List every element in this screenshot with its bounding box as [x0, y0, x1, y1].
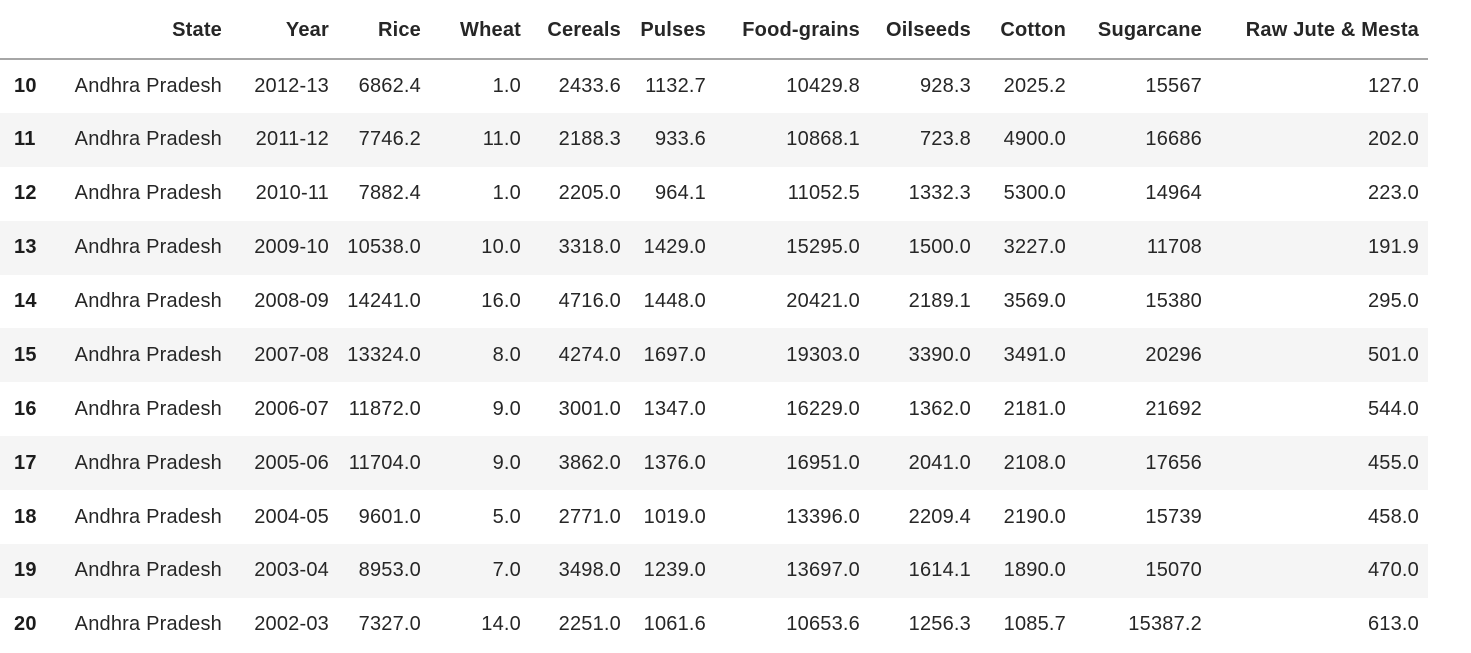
cell: 10653.6 [786, 613, 860, 636]
cell: 13697.0 [786, 559, 860, 582]
cell: 2108.0 [1003, 451, 1066, 474]
cell: 5300.0 [1003, 182, 1066, 205]
cell: 9.0 [492, 451, 521, 474]
row-index: 10 [14, 74, 37, 97]
row-index: 12 [14, 182, 37, 205]
cell: 8953.0 [358, 559, 421, 582]
cell: 2010-11 [255, 182, 329, 205]
cell: 1085.7 [1003, 613, 1066, 636]
cell: 15739 [1145, 505, 1202, 528]
cell: 2009-10 [254, 236, 329, 259]
cell: 3227.0 [1003, 236, 1066, 259]
cell: 15070 [1145, 559, 1202, 582]
cell: 2005-06 [254, 451, 329, 474]
row-index: 13 [14, 236, 37, 259]
cell: 11708 [1146, 236, 1202, 259]
row-index: 18 [14, 505, 37, 528]
table-row [0, 598, 1428, 652]
cell: 964.1 [654, 182, 706, 205]
cell: 1890.0 [1003, 559, 1066, 582]
cell: 2209.4 [908, 505, 971, 528]
table-row [0, 490, 1428, 544]
cell: 1362.0 [908, 397, 971, 420]
cell: 2003-04 [254, 559, 329, 582]
row-index: 16 [14, 397, 37, 420]
cell: 2205.0 [558, 182, 621, 205]
column-header: Food-grains [715, 0, 869, 59]
cell: 3491.0 [1003, 343, 1066, 366]
cell: 2004-05 [254, 505, 329, 528]
cell: 16686 [1145, 128, 1202, 151]
cell: 2190.0 [1003, 505, 1066, 528]
cell: 7882.4 [358, 182, 421, 205]
cell: 14241.0 [347, 290, 421, 312]
cell: Andhra Pradesh [74, 236, 222, 259]
table-row [0, 167, 1428, 221]
table-row [0, 113, 1428, 167]
cell: 1061.6 [643, 613, 706, 636]
cell: 1332.3 [908, 182, 971, 205]
cell: 223.0 [1367, 182, 1419, 205]
column-header: Raw Jute & Mesta [1211, 0, 1428, 59]
cell: 1239.0 [643, 559, 706, 582]
cell: 2008-09 [254, 290, 329, 312]
cell: 2181.0 [1003, 397, 1066, 420]
cell: Andhra Pradesh [74, 505, 222, 528]
cell: 544.0 [1367, 397, 1419, 420]
cell: 3498.0 [558, 559, 621, 582]
table-row [0, 544, 1428, 598]
column-header: State [50, 0, 231, 59]
cell: 4274.0 [558, 343, 621, 366]
cell: 8.0 [492, 343, 521, 366]
cell: 202.0 [1367, 128, 1419, 151]
cell: Andhra Pradesh [74, 613, 222, 636]
cell: 3569.0 [1003, 290, 1066, 312]
table-row [0, 59, 1428, 113]
cell: 14964 [1145, 182, 1202, 205]
cell: 6862.4 [358, 74, 421, 97]
index-column-header [0, 0, 50, 59]
table-row [0, 328, 1428, 382]
row-index: 11 [14, 128, 36, 151]
cell: 2025.2 [1003, 74, 1066, 97]
cell: 13396.0 [786, 505, 860, 528]
cell: 2002-03 [254, 613, 329, 636]
cell: 2433.6 [558, 74, 621, 97]
row-index: 19 [14, 559, 37, 582]
cell: 2251.0 [558, 613, 621, 636]
cell: 2007-08 [254, 343, 329, 366]
table-header [0, 0, 1428, 59]
cell: 11704.0 [348, 451, 421, 474]
column-header: Sugarcane [1075, 0, 1211, 59]
table-row [0, 382, 1428, 436]
column-header: Rice [338, 0, 430, 59]
cell: 455.0 [1367, 451, 1419, 474]
cell: 2041.0 [908, 451, 971, 474]
cell: 458.0 [1367, 505, 1419, 528]
cell: Andhra Pradesh [74, 397, 222, 420]
cell: 2012-13 [254, 74, 329, 97]
cell: 2771.0 [558, 505, 621, 528]
table-body [0, 59, 1428, 652]
cell: 1256.3 [908, 613, 971, 636]
table-row [0, 436, 1428, 490]
cell: 1376.0 [643, 451, 706, 474]
cell: 10429.8 [786, 74, 860, 97]
cell: 1448.0 [643, 290, 706, 312]
cell: Andhra Pradesh [74, 128, 222, 151]
cell: 2189.1 [908, 290, 971, 312]
cell: 2188.3 [558, 128, 621, 151]
cell: 1347.0 [643, 397, 706, 420]
cell: 1429.0 [643, 236, 706, 259]
cell: 5.0 [492, 505, 521, 528]
cell: 3862.0 [558, 451, 621, 474]
cell: 20421.0 [786, 290, 860, 312]
cell: 4716.0 [558, 290, 621, 312]
cell: 1132.7 [645, 74, 706, 97]
cell: Andhra Pradesh [74, 290, 222, 312]
cell: 1.0 [492, 74, 521, 97]
cell: Andhra Pradesh [74, 343, 222, 366]
cell: 11.0 [482, 128, 521, 151]
row-index: 20 [14, 613, 37, 636]
cell: 7746.2 [358, 128, 421, 151]
cell: 933.6 [654, 128, 706, 151]
cell: 17656 [1145, 451, 1202, 474]
cell: 1.0 [492, 182, 521, 205]
cell: 1614.1 [908, 559, 971, 582]
cell: 15295.0 [786, 236, 860, 259]
column-header: Oilseeds [869, 0, 980, 59]
cell: 9601.0 [358, 505, 421, 528]
cell: 9.0 [492, 397, 521, 420]
cell: 1697.0 [643, 343, 706, 366]
table-row [0, 275, 1428, 329]
table-row [0, 221, 1428, 275]
cell: Andhra Pradesh [74, 182, 222, 205]
cell: 501.0 [1367, 343, 1419, 366]
cell: 16229.0 [786, 397, 860, 420]
column-header: Year [231, 0, 338, 59]
cell: 21692 [1145, 397, 1202, 420]
cell: 11872.0 [348, 397, 421, 420]
column-header: Cotton [980, 0, 1075, 59]
cell: 10.0 [481, 236, 521, 259]
cell: 16951.0 [786, 451, 860, 474]
row-index: 14 [14, 290, 37, 312]
cell: 127.0 [1367, 74, 1419, 97]
cell: Andhra Pradesh [74, 451, 222, 474]
cell: 2006-07 [254, 397, 329, 420]
cell: 13324.0 [347, 343, 421, 366]
cell: 928.3 [919, 74, 971, 97]
cell: 613.0 [1367, 613, 1419, 636]
cell: 723.8 [919, 128, 971, 151]
cell: 14.0 [481, 613, 521, 636]
cell: 15387.2 [1128, 613, 1202, 636]
cell: 1019.0 [643, 505, 706, 528]
cell: 7.0 [492, 559, 521, 582]
cell: 191.9 [1367, 236, 1419, 259]
column-header: Cereals [530, 0, 630, 59]
cell: 3390.0 [908, 343, 971, 366]
cell: 7327.0 [358, 613, 421, 636]
cell: 2011-12 [255, 128, 329, 151]
column-header: Wheat [430, 0, 530, 59]
cell: 19303.0 [786, 343, 860, 366]
cell: 470.0 [1367, 559, 1419, 582]
cell: 15567 [1145, 74, 1202, 97]
cell: 11052.5 [787, 182, 860, 205]
header-row [0, 0, 1428, 59]
column-header: Pulses [630, 0, 715, 59]
cell: 3001.0 [558, 397, 621, 420]
cell: 16.0 [481, 290, 521, 312]
row-index: 15 [14, 343, 37, 366]
row-index: 17 [14, 451, 37, 474]
cell: 295.0 [1367, 290, 1419, 312]
cell: 15380 [1145, 290, 1202, 312]
cell: 10868.1 [786, 128, 860, 151]
cell: 3318.0 [558, 236, 621, 259]
cell: 10538.0 [347, 236, 421, 259]
cell: 4900.0 [1003, 128, 1066, 151]
cell: 1500.0 [908, 236, 971, 259]
cell: 20296 [1145, 343, 1202, 366]
cell: Andhra Pradesh [74, 74, 222, 97]
cell: Andhra Pradesh [74, 559, 222, 582]
